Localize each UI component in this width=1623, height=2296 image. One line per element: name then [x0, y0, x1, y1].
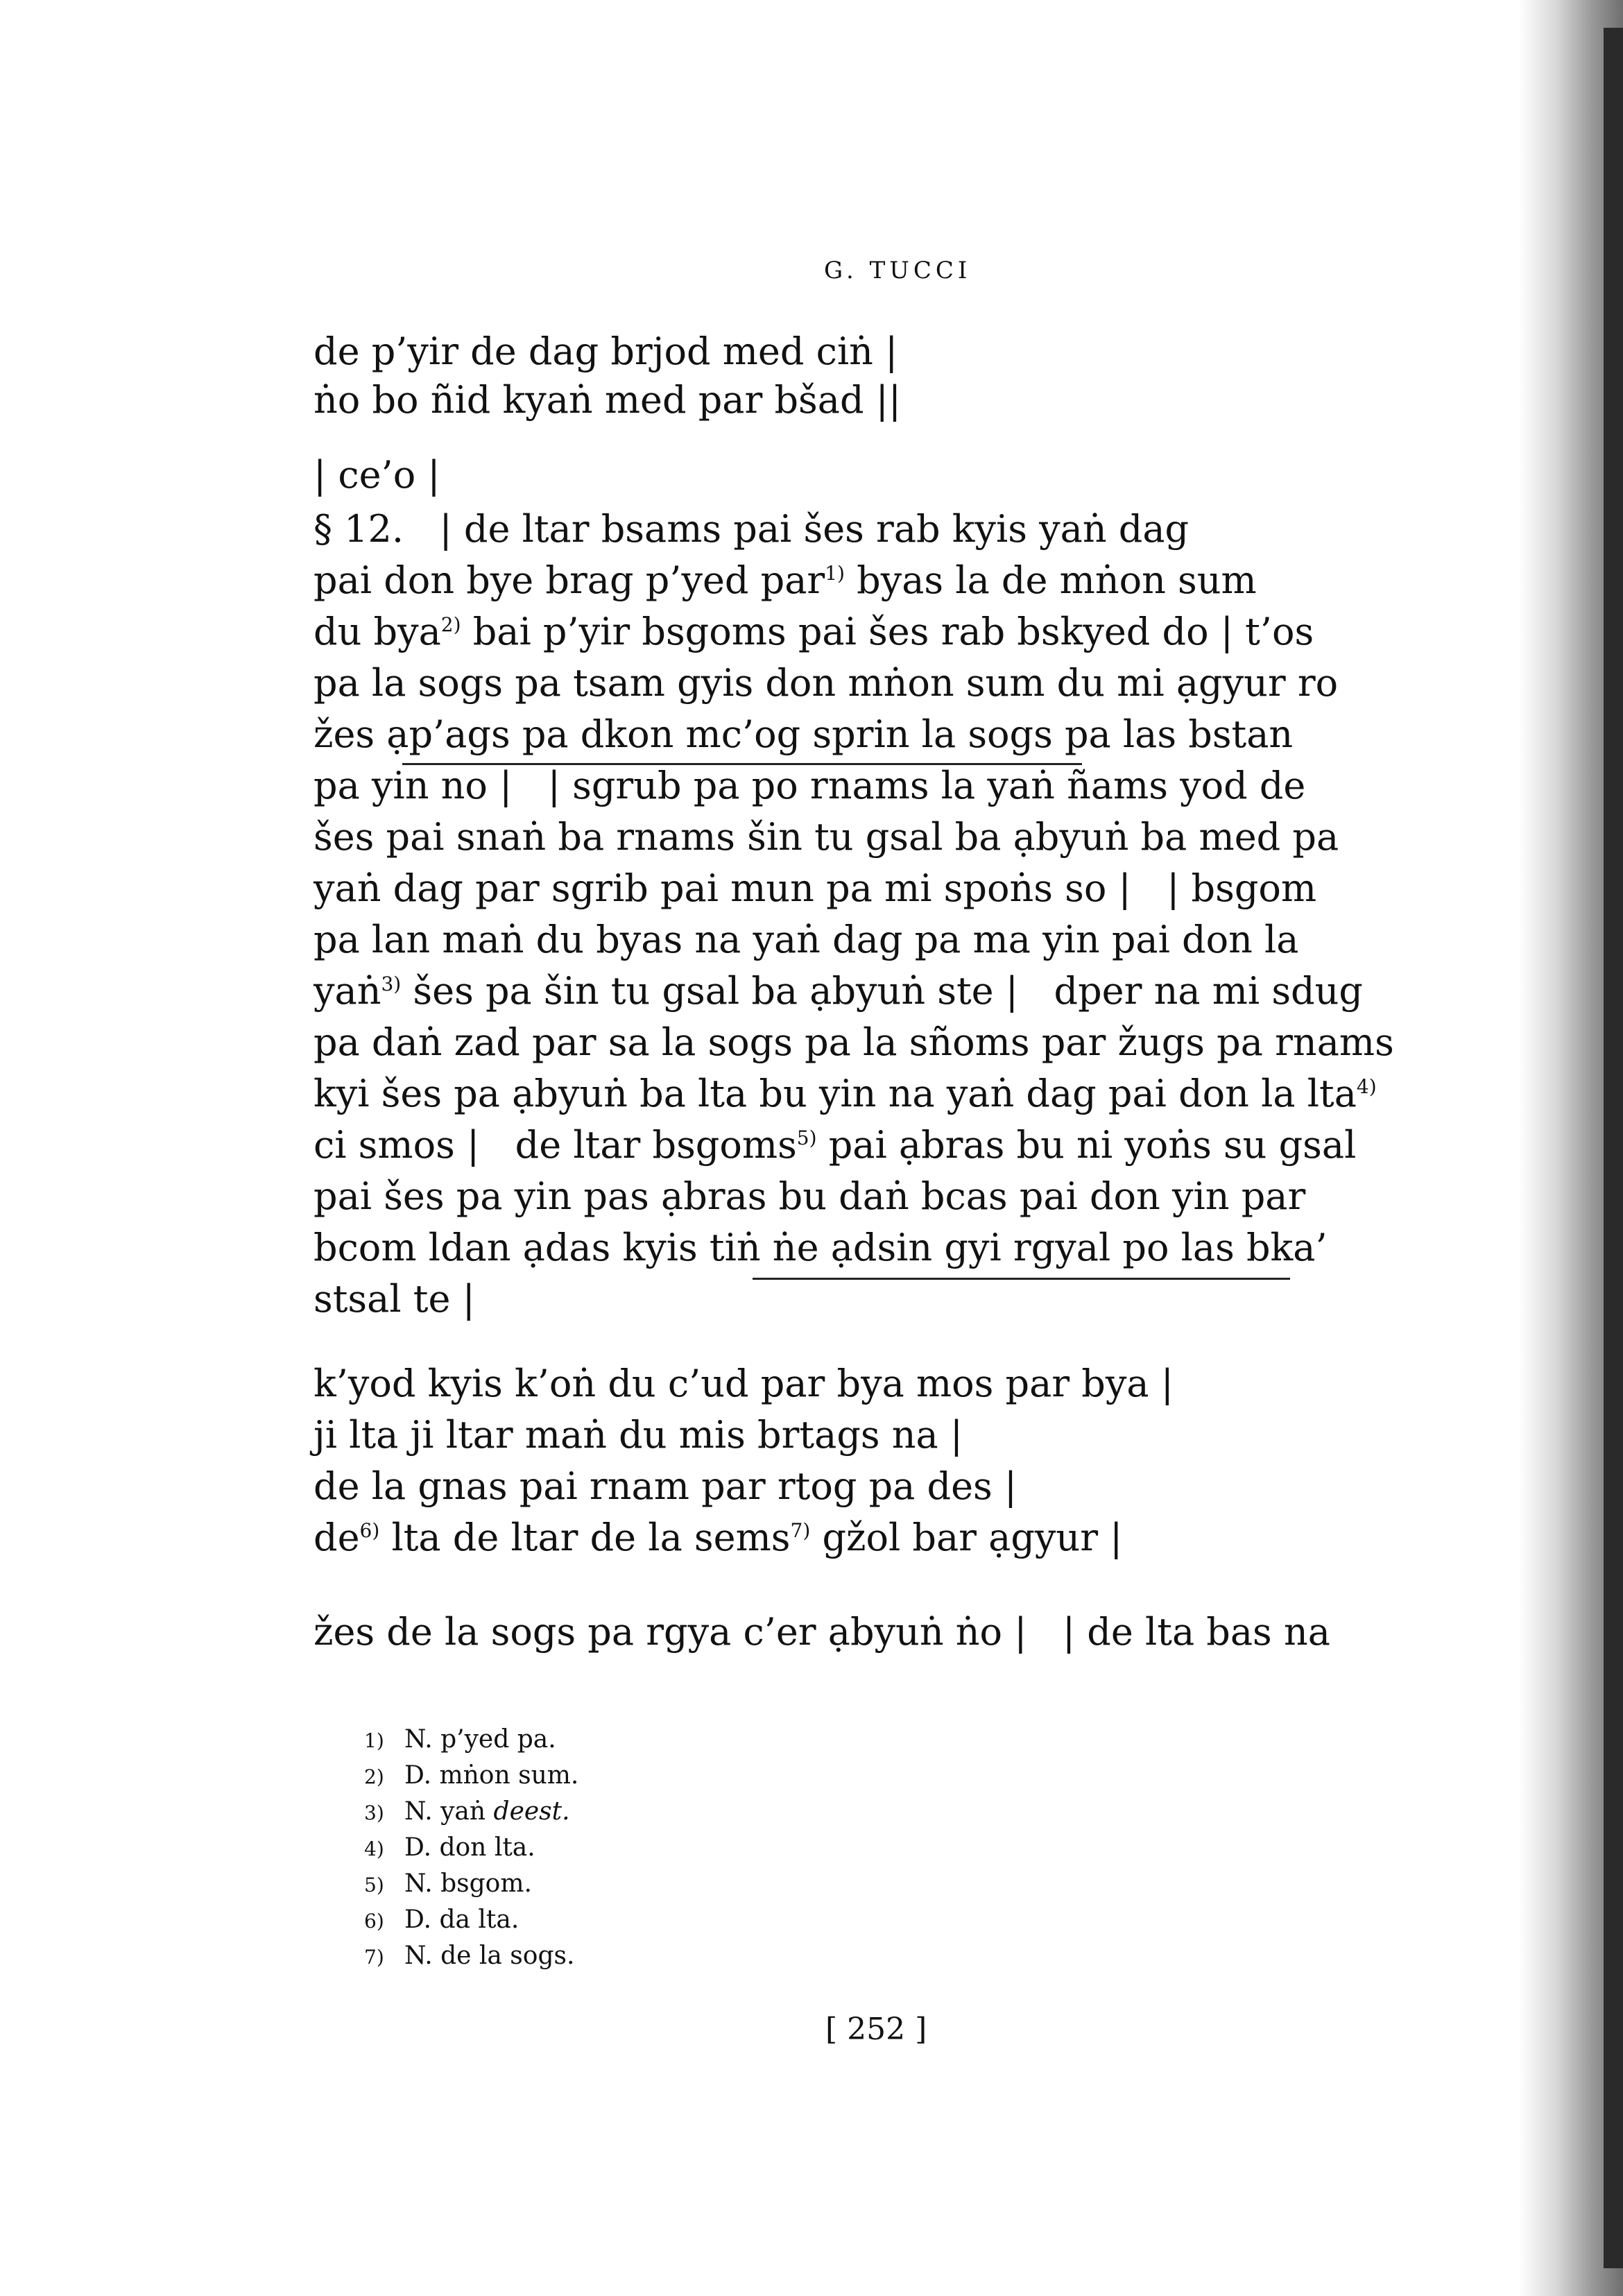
verse-line-6 — [314, 1514, 1122, 1562]
verse-line-1: de p’yir de dag brjod med ciṅ | — [314, 329, 898, 373]
paragraph-line-12 — [314, 1070, 1377, 1118]
paragraph-line-5: žes ạp’ags pa dkon mc’og sprin la sogs pa las bstan — [314, 712, 1294, 756]
paragraph-line-14: pai šes pa yin pas ạbras bu daṅ bcas pai don yin par — [314, 1174, 1306, 1218]
text-segment: gžol bar ạgyur | — [822, 1516, 1123, 1559]
footnote-6 — [364, 1902, 519, 1939]
verse-line-2: ṅo bo ñid kyaṅ med par bšad || — [314, 378, 902, 422]
footnote-text: N. de la sogs. — [404, 1942, 575, 1970]
text-segment: de — [314, 1516, 360, 1559]
paragraph-line-10 — [314, 967, 1363, 1016]
paragraph-line-16: stsal te | — [314, 1277, 475, 1321]
footnote-italic: deest. — [493, 1797, 570, 1826]
text-segment: pai don bye brag p’yed par — [314, 558, 825, 602]
verse-line-4: ji lta ji ltar maṅ du mis brtags na | — [314, 1413, 963, 1457]
footnote-text: D. mṅon sum. — [404, 1761, 579, 1790]
paragraph-line-13 — [314, 1121, 1356, 1170]
footnote-text: N. yaṅ — [404, 1797, 486, 1826]
text-segment: yaṅ — [314, 969, 381, 1013]
footnote-mark: 7) — [364, 1946, 384, 1969]
paragraph-line-17: žes de la sogs pa rgya c’er ạbyuṅ ṅo | | de lta bas na — [314, 1610, 1330, 1654]
paragraph-line-6: pa yin no | | sgrub pa po rnams la yaṅ ñams yod de — [314, 764, 1306, 807]
paragraph-line-7: šes pai snaṅ ba rnams šin tu gsal ba ạbyuṅ ba med pa — [314, 815, 1339, 859]
verse-line-3: k’yod kyis k’oṅ du c’ud par bya mos par bya | — [314, 1362, 1174, 1405]
footnote-4 — [364, 1830, 535, 1867]
paragraph-line-15: bcom ldan ạdas kyis tiṅ ṅe ạdsin gyi rgyal po las bka’ — [314, 1226, 1328, 1269]
footnote-ref-3: 3) — [381, 973, 402, 995]
footnote-mark: 6) — [364, 1910, 384, 1933]
footnote-ref-6: 6) — [359, 1519, 380, 1542]
text-segment: šes pa šin tu gsal ba ạbyuṅ ste | dper na mi sdug — [413, 969, 1363, 1013]
running-head: G. TUCCI — [824, 257, 972, 284]
footnote-ref-5: 5) — [796, 1126, 817, 1149]
footnote-mark: 2) — [364, 1765, 384, 1788]
paragraph-line-2 — [314, 556, 1257, 605]
page-binding-edge — [1604, 28, 1623, 2268]
footnote-mark: 1) — [364, 1729, 384, 1752]
footnote-text: N. p’yed pa. — [404, 1725, 556, 1754]
footnote-ref-4: 4) — [1356, 1075, 1377, 1098]
paragraph-line-4: pa la sogs pa tsam gyis don mṅon sum du mi ạgyur ro — [314, 661, 1339, 705]
paragraph-line-11: pa daṅ zad par sa la sogs pa la sñoms par žugs pa rnams — [314, 1020, 1394, 1064]
footnote-text: D. da lta. — [404, 1905, 519, 1934]
text-segment: kyi šes pa ạbyuṅ ba lta bu yin na yaṅ dag pai don la lta — [314, 1072, 1357, 1115]
verse-line-5: de la gnas pai rnam par rtog pa des | — [314, 1464, 1017, 1508]
paragraph-line-1: § 12. | de ltar bsams pai šes rab kyis yaṅ dag — [314, 507, 1190, 551]
footnote-mark: 5) — [364, 1874, 384, 1896]
footnote-3 — [364, 1794, 570, 1831]
footnote-ref-7: 7) — [790, 1519, 811, 1542]
footnote-mark: 3) — [364, 1801, 384, 1824]
footnote-ref-2: 2) — [440, 613, 461, 636]
text-segment: byas la de mṅon sum — [857, 558, 1257, 602]
footnote-text: N. bsgom. — [404, 1869, 532, 1898]
paragraph-line-3 — [314, 608, 1314, 656]
page-number: [ 252 ] — [825, 2012, 927, 2047]
underline-rule — [753, 1278, 1290, 1280]
text-segment: pai ạbras bu ni yoṅs su gsal — [828, 1123, 1357, 1167]
footnote-2 — [364, 1758, 578, 1795]
paragraph-line-9: pa lan maṅ du byas na yaṅ dag pa ma yin pai don la — [314, 918, 1299, 961]
footnote-mark: 4) — [364, 1837, 384, 1860]
footnote-5 — [364, 1866, 532, 1903]
section-ce-o: | ce’o | — [314, 453, 440, 497]
text-segment: ci smos | de ltar bsgoms — [314, 1123, 797, 1167]
footnote-ref-1: 1) — [825, 562, 845, 585]
text-segment: du bya — [314, 610, 441, 653]
text-segment: bai p’yir bsgoms pai šes rab bskyed do | t’os — [472, 610, 1314, 653]
text-segment: lta de ltar de la sems — [391, 1516, 791, 1559]
footnote-1 — [364, 1722, 556, 1759]
paragraph-line-8: yaṅ dag par sgrib pai mun pa mi spoṅs so | | bsgom — [314, 866, 1317, 910]
footnote-text: D. don lta. — [404, 1833, 535, 1862]
footnote-7 — [364, 1938, 574, 1976]
